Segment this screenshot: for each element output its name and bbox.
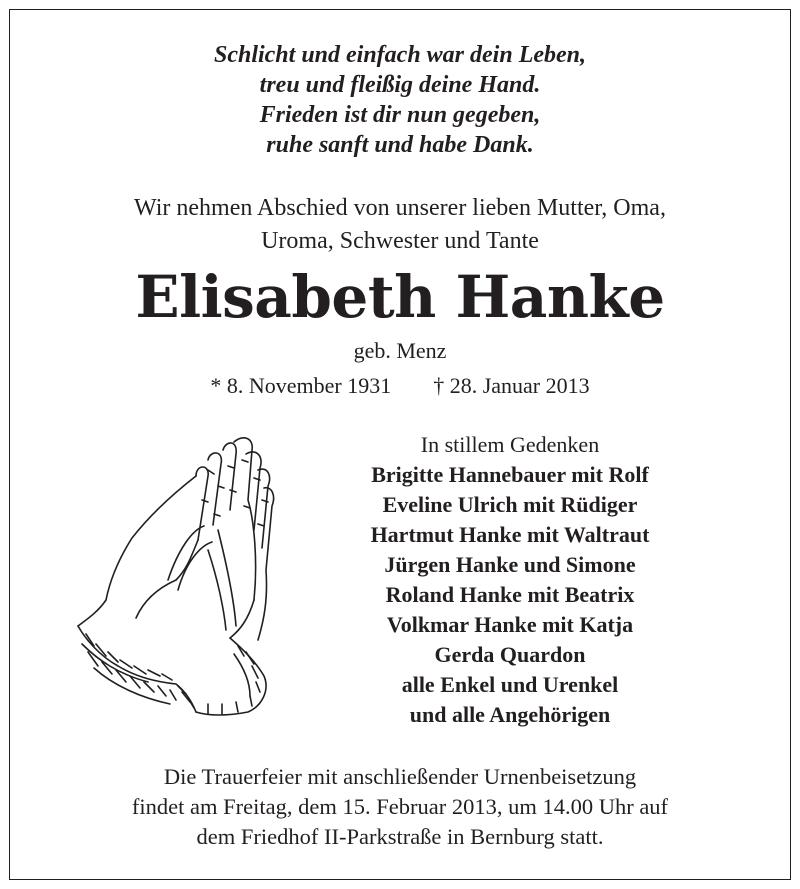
praying-hands-icon bbox=[58, 430, 288, 725]
service-line: Die Trauerfeier mit anschließender Urnenbeisetzung bbox=[163, 764, 637, 789]
memorial-verse bbox=[0, 40, 800, 160]
service-line: dem Friedhof II-Parkstraße in Bernburg statt. bbox=[196, 824, 604, 849]
verse-line: Frieden ist dir nun gegeben, bbox=[259, 102, 541, 128]
deceased-name: Elisabeth Hanke bbox=[135, 263, 665, 331]
farewell-intro bbox=[0, 192, 800, 258]
mourners-heading: In stillem Gedenken bbox=[420, 432, 600, 457]
mourner-name: Gerda Quardon bbox=[434, 642, 586, 667]
mourner-name: Volkmar Hanke mit Katja bbox=[386, 612, 634, 637]
verse-line: ruhe sanft und habe Dank. bbox=[266, 132, 534, 158]
verse-line: Schlicht und einfach war dein Leben, bbox=[213, 42, 587, 68]
life-dates bbox=[0, 372, 800, 400]
verse-line: treu und fleißig deine Hand. bbox=[259, 72, 541, 98]
maiden-name: geb. Menz bbox=[353, 338, 447, 363]
mourner-name: Hartmut Hanke mit Waltraut bbox=[370, 522, 650, 547]
birth-date: * 8. November 1931 bbox=[210, 373, 392, 398]
mourner-name: alle Enkel und Urenkel bbox=[401, 672, 619, 697]
intro-line: Uroma, Schwester und Tante bbox=[261, 228, 539, 254]
mourner-name: Brigitte Hannebauer mit Rolf bbox=[371, 462, 649, 487]
intro-line: Wir nehmen Abschied von unserer lieben Mutter, Oma, bbox=[134, 195, 666, 221]
mourner-name: Eveline Ulrich mit Rüdiger bbox=[382, 492, 638, 517]
mourners-list bbox=[310, 430, 710, 730]
mourner-name: Roland Hanke mit Beatrix bbox=[385, 582, 635, 607]
mourner-name: Jürgen Hanke und Simone bbox=[384, 552, 636, 577]
service-line: findet am Freitag, dem 15. Februar 2013, um 14.00 Uhr auf bbox=[131, 794, 669, 819]
mourner-name: und alle Angehörigen bbox=[409, 702, 611, 727]
death-date: † 28. Januar 2013 bbox=[433, 373, 590, 398]
funeral-service-info bbox=[0, 762, 800, 852]
